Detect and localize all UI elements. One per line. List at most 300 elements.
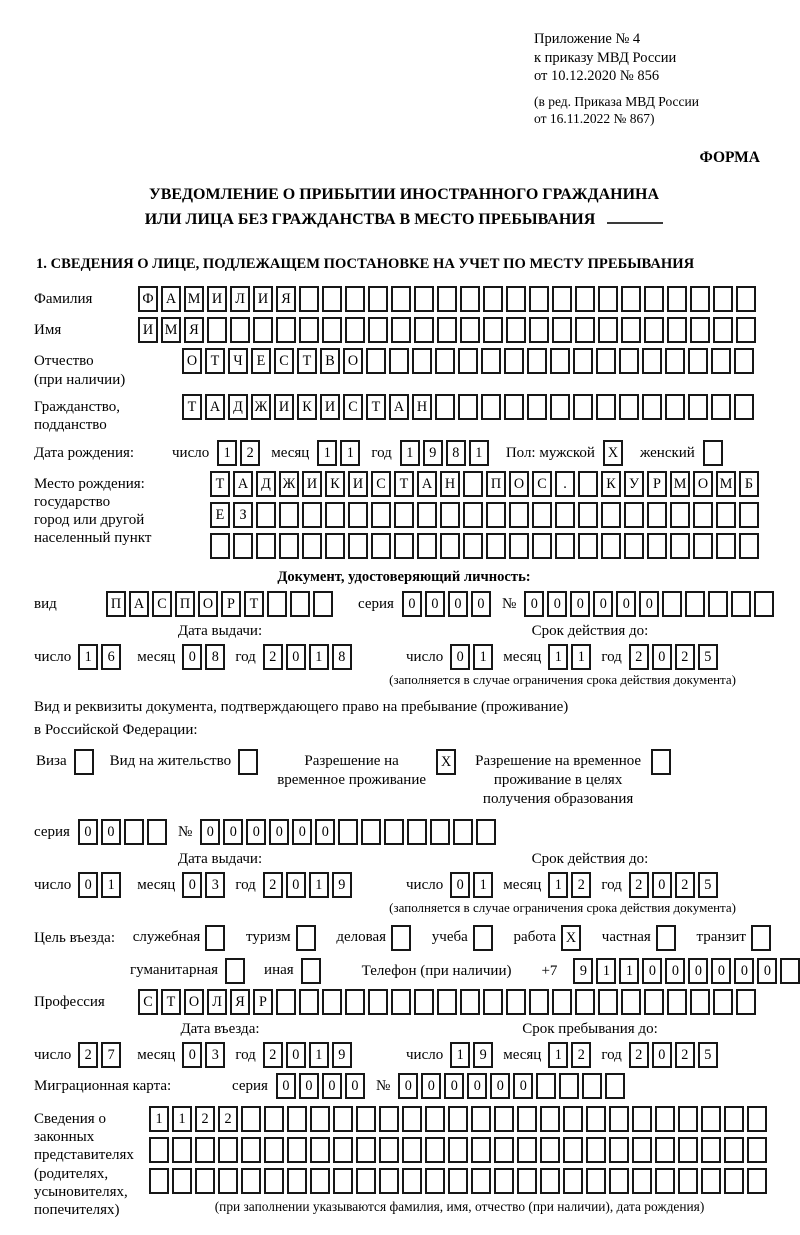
char-cell[interactable] [389,348,409,374]
char-cell[interactable] [619,394,639,420]
char-cell[interactable]: 1 [473,872,493,898]
char-cell[interactable] [559,1073,579,1099]
char-cell[interactable]: 0 [322,1073,342,1099]
char-cell[interactable] [644,317,664,343]
char-cell[interactable] [621,989,641,1015]
char-cell[interactable] [509,502,529,528]
char-cell[interactable] [302,502,322,528]
char-cell[interactable]: 0 [471,591,491,617]
char-cell[interactable]: 1 [619,958,639,984]
char-cell[interactable]: Т [205,348,225,374]
char-cell[interactable] [731,591,751,617]
char-cell[interactable] [471,1106,491,1132]
char-cell[interactable] [476,819,496,845]
char-cell[interactable] [586,1137,606,1163]
char-cell[interactable] [279,502,299,528]
char-cell[interactable] [647,533,667,559]
char-cell[interactable]: 0 [524,591,544,617]
char-cell[interactable]: 2 [218,1106,238,1132]
char-cell[interactable]: 0 [513,1073,533,1099]
char-cell[interactable]: 2 [675,644,695,670]
char-cell[interactable]: У [624,471,644,497]
char-cell[interactable] [241,1137,261,1163]
char-cell[interactable] [276,317,296,343]
char-cell[interactable] [368,317,388,343]
char-cell[interactable] [716,533,736,559]
char-cell[interactable]: Я [276,286,296,312]
char-cell[interactable]: Д [228,394,248,420]
char-cell[interactable]: 0 [182,872,202,898]
char-cell[interactable]: И [138,317,158,343]
char-cell[interactable]: Л [207,989,227,1015]
char-cell[interactable] [414,286,434,312]
char-cell[interactable]: Т [182,394,202,420]
char-cell[interactable] [414,317,434,343]
char-cell[interactable] [609,1137,629,1163]
char-cell[interactable] [693,533,713,559]
char-cell[interactable] [555,533,575,559]
char-cell[interactable] [780,958,800,984]
char-cell[interactable] [435,348,455,374]
char-cell[interactable]: 9 [473,1042,493,1068]
char-cell[interactable] [356,1137,376,1163]
char-cell[interactable]: 0 [734,958,754,984]
char-cell[interactable] [458,394,478,420]
char-cell[interactable]: Т [161,989,181,1015]
char-cell[interactable] [685,591,705,617]
char-cell[interactable] [644,286,664,312]
char-cell[interactable]: 2 [195,1106,215,1132]
char-cell[interactable] [207,317,227,343]
char-cell[interactable]: 0 [402,591,422,617]
char-cell[interactable] [708,591,728,617]
char-cell[interactable]: А [389,394,409,420]
char-cell[interactable] [690,286,710,312]
char-cell[interactable] [586,1106,606,1132]
char-cell[interactable] [238,749,258,775]
char-cell[interactable] [550,348,570,374]
char-cell[interactable] [149,1137,169,1163]
char-cell[interactable] [736,317,756,343]
char-cell[interactable]: Я [184,317,204,343]
char-cell[interactable]: 1 [571,644,591,670]
char-cell[interactable]: 5 [698,644,718,670]
char-cell[interactable]: 1 [469,440,489,466]
char-cell[interactable] [425,1137,445,1163]
char-cell[interactable] [448,1168,468,1194]
char-cell[interactable] [563,1168,583,1194]
char-cell[interactable]: Т [394,471,414,497]
char-cell[interactable]: П [106,591,126,617]
char-cell[interactable]: Т [210,471,230,497]
char-cell[interactable]: 9 [423,440,443,466]
char-cell[interactable] [486,502,506,528]
char-cell[interactable]: 8 [332,644,352,670]
char-cell[interactable]: К [325,471,345,497]
char-cell[interactable] [391,286,411,312]
char-cell[interactable] [552,286,572,312]
char-cell[interactable]: 7 [101,1042,121,1068]
char-cell[interactable]: 1 [450,1042,470,1068]
char-cell[interactable]: М [184,286,204,312]
char-cell[interactable] [540,1168,560,1194]
char-cell[interactable] [394,502,414,528]
char-cell[interactable] [662,591,682,617]
char-cell[interactable] [325,502,345,528]
char-cell[interactable] [578,502,598,528]
char-cell[interactable]: 2 [629,644,649,670]
char-cell[interactable] [379,1168,399,1194]
char-cell[interactable] [264,1137,284,1163]
char-cell[interactable] [504,394,524,420]
char-cell[interactable]: Р [647,471,667,497]
char-cell[interactable]: 9 [573,958,593,984]
char-cell[interactable] [575,989,595,1015]
char-cell[interactable] [747,1168,767,1194]
char-cell[interactable] [310,1137,330,1163]
char-cell[interactable] [338,819,358,845]
char-cell[interactable]: X [436,749,456,775]
char-cell[interactable]: С [274,348,294,374]
char-cell[interactable] [147,819,167,845]
char-cell[interactable]: 2 [78,1042,98,1068]
char-cell[interactable] [460,286,480,312]
char-cell[interactable] [644,989,664,1015]
char-cell[interactable]: 1 [217,440,237,466]
char-cell[interactable] [596,394,616,420]
char-cell[interactable]: 0 [688,958,708,984]
char-cell[interactable] [233,533,253,559]
char-cell[interactable] [540,1137,560,1163]
char-cell[interactable] [711,394,731,420]
char-cell[interactable]: Н [440,471,460,497]
char-cell[interactable] [483,286,503,312]
char-cell[interactable]: 0 [292,819,312,845]
char-cell[interactable]: 0 [616,591,636,617]
char-cell[interactable] [494,1137,514,1163]
char-cell[interactable]: И [274,394,294,420]
char-cell[interactable]: Е [251,348,271,374]
char-cell[interactable] [724,1168,744,1194]
char-cell[interactable] [348,502,368,528]
char-cell[interactable]: С [138,989,158,1015]
char-cell[interactable] [667,317,687,343]
char-cell[interactable]: 2 [675,872,695,898]
char-cell[interactable] [402,1168,422,1194]
char-cell[interactable]: И [253,286,273,312]
char-cell[interactable] [494,1168,514,1194]
char-cell[interactable]: X [603,440,623,466]
char-cell[interactable] [345,286,365,312]
char-cell[interactable] [713,317,733,343]
char-cell[interactable] [448,1137,468,1163]
char-cell[interactable]: 3 [205,872,225,898]
char-cell[interactable] [313,591,333,617]
char-cell[interactable]: Ж [279,471,299,497]
char-cell[interactable] [536,1073,556,1099]
char-cell[interactable] [517,1168,537,1194]
char-cell[interactable]: В [320,348,340,374]
char-cell[interactable] [310,1168,330,1194]
char-cell[interactable]: Ф [138,286,158,312]
char-cell[interactable] [407,819,427,845]
char-cell[interactable] [494,1106,514,1132]
char-cell[interactable] [371,533,391,559]
char-cell[interactable] [601,502,621,528]
char-cell[interactable] [253,317,273,343]
char-cell[interactable] [417,533,437,559]
char-cell[interactable]: Т [244,591,264,617]
char-cell[interactable] [417,502,437,528]
char-cell[interactable] [563,1106,583,1132]
char-cell[interactable] [578,533,598,559]
char-cell[interactable] [724,1137,744,1163]
char-cell[interactable] [609,1168,629,1194]
char-cell[interactable] [256,533,276,559]
char-cell[interactable] [448,1106,468,1132]
char-cell[interactable] [586,1168,606,1194]
char-cell[interactable] [290,591,310,617]
char-cell[interactable] [734,348,754,374]
char-cell[interactable]: 1 [473,644,493,670]
char-cell[interactable] [241,1168,261,1194]
char-cell[interactable] [582,1073,602,1099]
char-cell[interactable]: 5 [698,872,718,898]
char-cell[interactable]: Б [739,471,759,497]
char-cell[interactable]: 0 [467,1073,487,1099]
char-cell[interactable] [481,348,501,374]
char-cell[interactable] [299,989,319,1015]
char-cell[interactable] [371,502,391,528]
char-cell[interactable]: 1 [309,644,329,670]
char-cell[interactable] [688,348,708,374]
char-cell[interactable] [736,286,756,312]
char-cell[interactable] [412,348,432,374]
char-cell[interactable] [437,286,457,312]
char-cell[interactable]: 0 [652,644,672,670]
char-cell[interactable] [598,286,618,312]
char-cell[interactable] [195,1168,215,1194]
char-cell[interactable] [218,1137,238,1163]
char-cell[interactable] [678,1137,698,1163]
char-cell[interactable] [440,533,460,559]
char-cell[interactable]: З [233,502,253,528]
char-cell[interactable]: 1 [596,958,616,984]
char-cell[interactable]: 0 [444,1073,464,1099]
char-cell[interactable] [473,925,493,951]
char-cell[interactable] [509,533,529,559]
char-cell[interactable]: 0 [593,591,613,617]
char-cell[interactable]: О [198,591,218,617]
char-cell[interactable] [437,989,457,1015]
char-cell[interactable]: 0 [345,1073,365,1099]
char-cell[interactable]: И [302,471,322,497]
char-cell[interactable]: М [670,471,690,497]
char-cell[interactable] [701,1137,721,1163]
char-cell[interactable] [322,989,342,1015]
char-cell[interactable] [391,989,411,1015]
char-cell[interactable] [747,1137,767,1163]
char-cell[interactable] [550,394,570,420]
char-cell[interactable]: С [371,471,391,497]
char-cell[interactable]: И [320,394,340,420]
char-cell[interactable]: 2 [629,1042,649,1068]
char-cell[interactable] [435,394,455,420]
char-cell[interactable] [333,1106,353,1132]
char-cell[interactable]: 0 [398,1073,418,1099]
char-cell[interactable]: 0 [570,591,590,617]
char-cell[interactable] [471,1168,491,1194]
char-cell[interactable]: 0 [246,819,266,845]
char-cell[interactable]: 0 [276,1073,296,1099]
char-cell[interactable] [172,1137,192,1163]
char-cell[interactable] [241,1106,261,1132]
char-cell[interactable] [356,1106,376,1132]
char-cell[interactable] [348,533,368,559]
char-cell[interactable] [624,533,644,559]
char-cell[interactable] [517,1106,537,1132]
char-cell[interactable] [504,348,524,374]
char-cell[interactable] [458,348,478,374]
char-cell[interactable] [701,1168,721,1194]
char-cell[interactable] [302,533,322,559]
char-cell[interactable] [384,819,404,845]
char-cell[interactable] [394,533,414,559]
char-cell[interactable]: 0 [711,958,731,984]
char-cell[interactable]: Е [210,502,230,528]
char-cell[interactable] [573,394,593,420]
char-cell[interactable]: Н [412,394,432,420]
char-cell[interactable] [506,286,526,312]
char-cell[interactable] [276,989,296,1015]
char-cell[interactable]: 1 [309,872,329,898]
char-cell[interactable]: 0 [315,819,335,845]
char-cell[interactable] [264,1168,284,1194]
char-cell[interactable] [596,348,616,374]
char-cell[interactable] [391,317,411,343]
char-cell[interactable]: П [175,591,195,617]
char-cell[interactable] [366,348,386,374]
char-cell[interactable] [379,1106,399,1132]
char-cell[interactable] [527,348,547,374]
char-cell[interactable] [665,394,685,420]
char-cell[interactable] [310,1106,330,1132]
char-cell[interactable] [670,502,690,528]
char-cell[interactable] [711,348,731,374]
char-cell[interactable]: К [297,394,317,420]
char-cell[interactable] [506,989,526,1015]
char-cell[interactable]: 0 [223,819,243,845]
char-cell[interactable] [322,286,342,312]
char-cell[interactable] [483,989,503,1015]
char-cell[interactable] [598,317,618,343]
char-cell[interactable] [517,1137,537,1163]
char-cell[interactable]: 0 [639,591,659,617]
char-cell[interactable]: М [716,471,736,497]
char-cell[interactable]: 5 [698,1042,718,1068]
char-cell[interactable] [287,1106,307,1132]
char-cell[interactable] [322,317,342,343]
char-cell[interactable]: 1 [309,1042,329,1068]
char-cell[interactable]: 2 [675,1042,695,1068]
char-cell[interactable] [172,1168,192,1194]
char-cell[interactable] [299,317,319,343]
char-cell[interactable]: 0 [78,819,98,845]
char-cell[interactable]: Т [366,394,386,420]
char-cell[interactable]: 0 [299,1073,319,1099]
char-cell[interactable] [124,819,144,845]
char-cell[interactable] [437,317,457,343]
char-cell[interactable]: 8 [446,440,466,466]
char-cell[interactable]: 2 [240,440,260,466]
char-cell[interactable]: 0 [450,872,470,898]
char-cell[interactable]: 2 [263,644,283,670]
char-cell[interactable]: 0 [286,1042,306,1068]
char-cell[interactable] [506,317,526,343]
char-cell[interactable]: . [555,471,575,497]
char-cell[interactable]: 0 [286,872,306,898]
char-cell[interactable] [655,1137,675,1163]
char-cell[interactable] [703,440,723,466]
char-cell[interactable] [739,502,759,528]
char-cell[interactable] [656,925,676,951]
char-cell[interactable] [690,317,710,343]
char-cell[interactable]: М [161,317,181,343]
char-cell[interactable] [460,317,480,343]
char-cell[interactable] [642,348,662,374]
char-cell[interactable] [532,533,552,559]
char-cell[interactable]: 1 [548,872,568,898]
char-cell[interactable] [425,1106,445,1132]
char-cell[interactable] [460,989,480,1015]
char-cell[interactable]: 1 [172,1106,192,1132]
char-cell[interactable] [425,1168,445,1194]
char-cell[interactable]: 0 [421,1073,441,1099]
char-cell[interactable]: П [486,471,506,497]
char-cell[interactable]: 0 [78,872,98,898]
char-cell[interactable]: И [348,471,368,497]
char-cell[interactable]: А [205,394,225,420]
char-cell[interactable]: 0 [101,819,121,845]
char-cell[interactable] [527,394,547,420]
char-cell[interactable] [647,502,667,528]
char-cell[interactable]: 0 [757,958,777,984]
char-cell[interactable] [651,749,671,775]
char-cell[interactable]: 8 [205,644,225,670]
char-cell[interactable]: 1 [548,644,568,670]
char-cell[interactable]: 0 [665,958,685,984]
char-cell[interactable] [665,348,685,374]
char-cell[interactable]: Л [230,286,250,312]
char-cell[interactable]: И [207,286,227,312]
char-cell[interactable] [210,533,230,559]
char-cell[interactable]: О [184,989,204,1015]
char-cell[interactable] [296,925,316,951]
char-cell[interactable] [440,502,460,528]
char-cell[interactable] [747,1106,767,1132]
char-cell[interactable] [619,348,639,374]
char-cell[interactable] [325,533,345,559]
char-cell[interactable]: А [129,591,149,617]
char-cell[interactable]: 2 [263,872,283,898]
char-cell[interactable] [529,317,549,343]
char-cell[interactable] [453,819,473,845]
char-cell[interactable]: 1 [78,644,98,670]
char-cell[interactable] [667,286,687,312]
char-cell[interactable] [632,1137,652,1163]
char-cell[interactable]: 2 [263,1042,283,1068]
char-cell[interactable] [230,317,250,343]
